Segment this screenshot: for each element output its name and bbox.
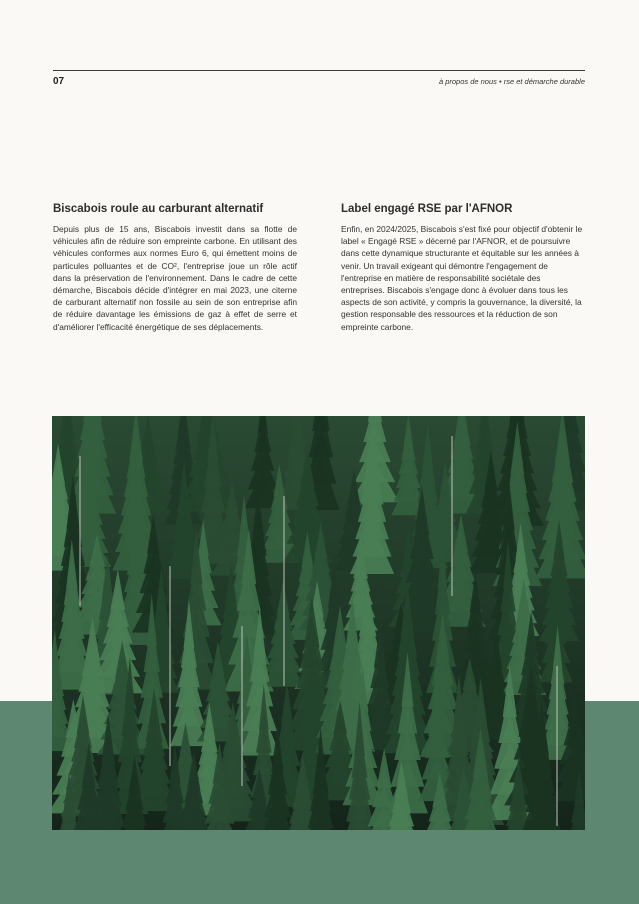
page-number: 07: [53, 76, 65, 87]
forest-photo: [52, 416, 585, 830]
section-label: à propos de nous • rse et démarche durable: [438, 77, 585, 86]
header-rule: [53, 70, 585, 71]
column-title: Label engagé RSE par l'AFNOR: [341, 203, 513, 215]
column-body: Enfin, en 2024/2025, Biscabois s'est fixé pour objectif d'obtenir le label « Engagé RSE » décerné par l'AFNOR, et de poursuivre dans cette dynamique structurante et équitable sur les années à venir. Un travail exigeant qui démontre l'engagement de l'entreprise en matière de responsabilité sociétale des entreprises. Biscabois s'engage donc à évoluer dans tous les aspects de son activité, y compris la gouvernance, la diversité, la gestion responsable des ressources et la réduction de son empreinte carbone.: [341, 224, 583, 332]
column-body: Depuis plus de 15 ans, Biscabois investit dans sa flotte de véhicules afin de réduire son empreinte carbone. En utilisant des véhicules conformes aux normes Euro 6, qui émettent moins de particules polluantes et de CO², l'entreprise joue un rôle actif dans la préservation de l'environnement. Dans le cadre de cette démarche, Biscabois décide d'intégrer en mai 2023, une citerne de carburant alternatif non fossile au sein de son entreprise afin de réduire davantage les émissions de gaz à effet de serre et d'améliorer l'efficacité énergétique de ses déplacements.: [53, 224, 297, 332]
column-title: Biscabois roule au carburant alternatif: [53, 203, 264, 215]
forest-illustration: [52, 416, 585, 830]
column-carburant: [53, 203, 297, 333]
column-label-rse: [341, 203, 585, 333]
